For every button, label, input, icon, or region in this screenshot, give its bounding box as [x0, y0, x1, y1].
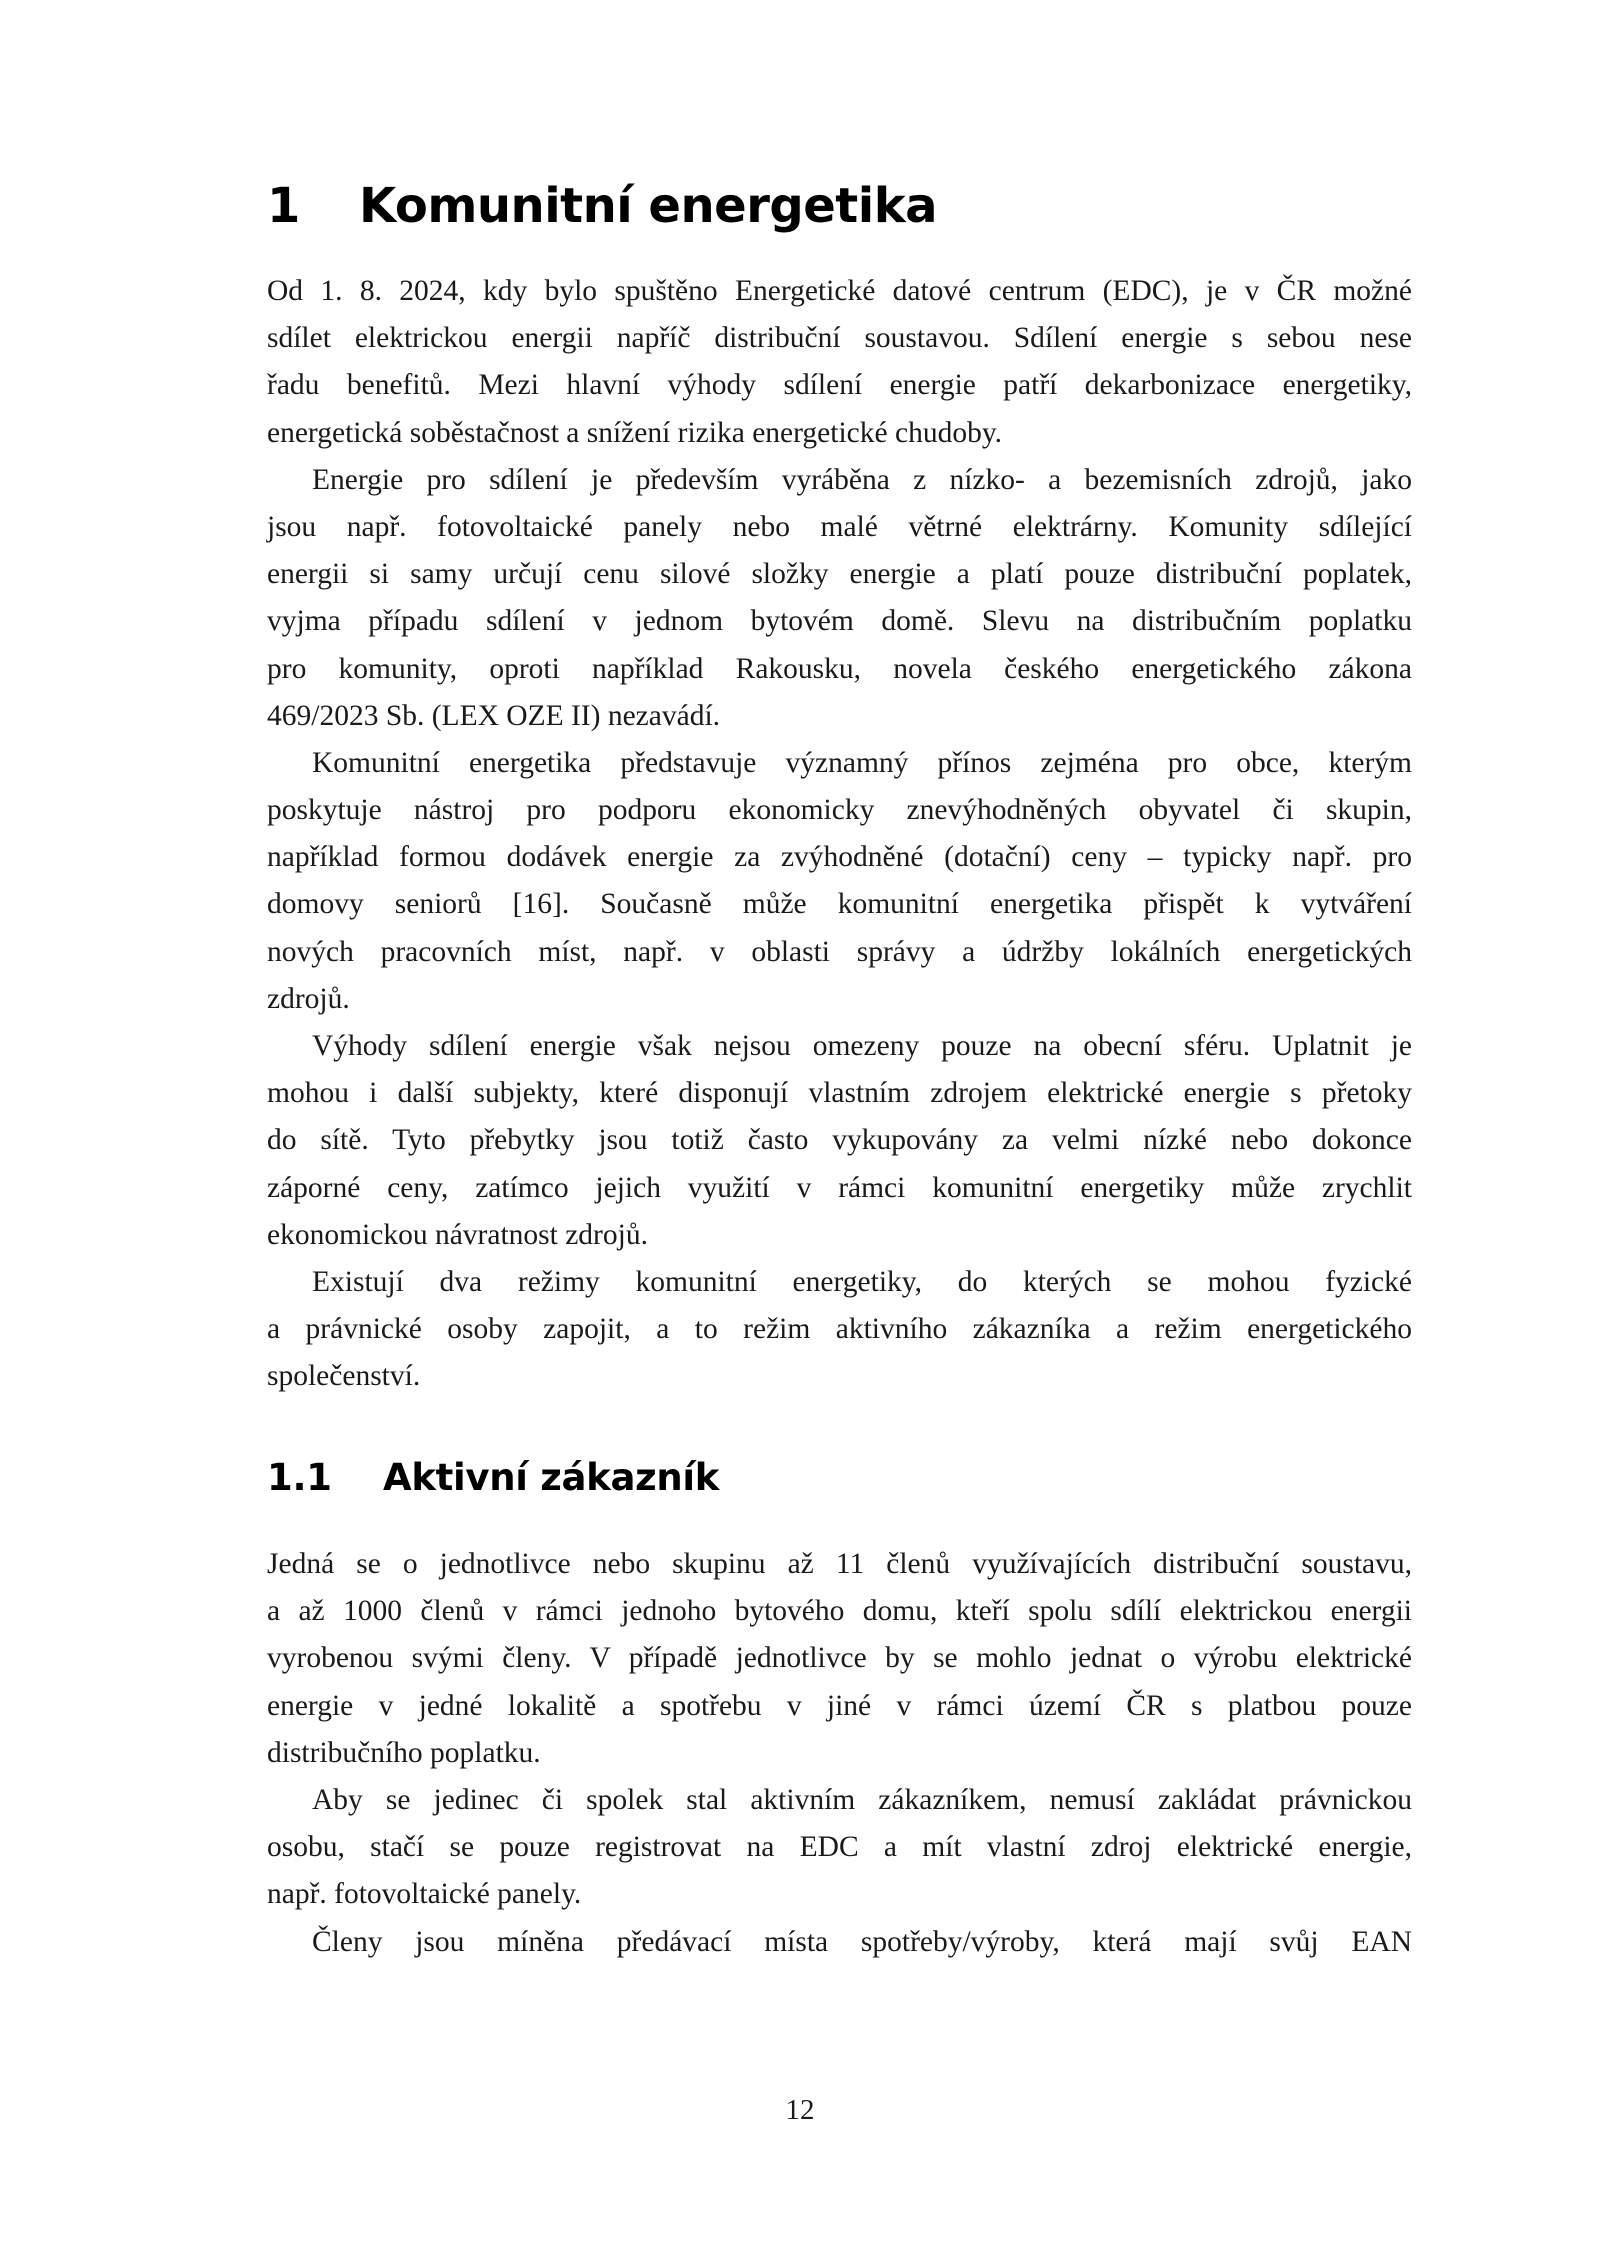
- text-line: 469/2023 Sb. (LEX OZE II) nezavádí.: [267, 699, 721, 732]
- subsection-number: 1.1: [267, 1456, 332, 1499]
- text-line: Od 1. 8. 2024, kdy bylo spuštěno Energetické datové centrum (EDC), je v ČR možné: [267, 275, 1412, 307]
- paragraph: [267, 457, 1412, 740]
- text-line: distribučního poplatku.: [267, 1736, 541, 1769]
- section-title: Komunitní energetika: [359, 178, 937, 234]
- paragraph: [267, 1023, 1412, 1259]
- text-line: Výhody sdílení energie však nejsou omezeny pouze na obecní sféru. Uplatnit je: [312, 1030, 1412, 1062]
- text-line: pro komunity, oproti například Rakousku, novela českého energetického zákona: [267, 652, 1412, 685]
- text-line: energetická soběstačnost a snížení rizika energetické chudoby.: [267, 416, 1003, 449]
- text-line: a až 1000 členů v rámci jednoho bytového domu, kteří spolu sdílí elektrickou energii: [267, 1595, 1412, 1628]
- text-line: energii si samy určují cenu silové složky energie a platí pouze distribuční poplatek,: [267, 558, 1412, 591]
- page-number: 12: [785, 2094, 815, 2126]
- paragraph: [267, 268, 1412, 457]
- subsection-body: [267, 1541, 1412, 1966]
- text-line: záporné ceny, zatímco jejich využití v rámci komunitní energetiky může zrychlit: [267, 1171, 1412, 1204]
- text-line: mohou i další subjekty, které disponují vlastním zdrojem elektrické energie s přetoky: [267, 1077, 1412, 1110]
- paragraph: [267, 1541, 1412, 1777]
- text-line: sdílet elektrickou energii napříč distribuční soustavou. Sdílení energie s sebou nese: [267, 322, 1412, 355]
- text-line: domovy seniorů [16]. Současně může komunitní energetika přispět k vytváření: [267, 888, 1412, 921]
- text-line: Členy jsou míněna předávací místa spotřeby/výroby, která mají svůj EAN: [312, 1925, 1412, 1958]
- text-line: zdrojů.: [267, 982, 350, 1015]
- text-line: např. fotovoltaické panely.: [267, 1878, 582, 1911]
- text-line: Energie pro sdílení je především vyráběna z nízko- a bezemisních zdrojů, jako: [312, 463, 1412, 496]
- text-line: společenství.: [267, 1360, 421, 1393]
- text-line: řadu benefitů. Mezi hlavní výhody sdílení energie patří dekarbonizace energetiky,: [267, 369, 1412, 402]
- section-body: [267, 268, 1412, 1401]
- text-line: energie v jedné lokalitě a spotřebu v jiné v rámci území ČR s platbou pouze: [267, 1689, 1412, 1722]
- text-line: například formou dodávek energie za zvýhodněné (dotační) ceny – typicky např. pro: [267, 841, 1412, 874]
- text-line: do sítě. Tyto přebytky jsou totiž často vykupovány za velmi nízké nebo dokonce: [267, 1124, 1412, 1157]
- text-line: nových pracovních míst, např. v oblasti správy a údržby lokálních energetických: [267, 935, 1412, 968]
- text-line: Jedná se o jednotlivce nebo skupinu až 11 členů využívajících distribuční soustavu,: [267, 1548, 1412, 1580]
- paragraph: [267, 1777, 1412, 1919]
- section-heading: [267, 178, 937, 234]
- subsection-heading: [267, 1456, 719, 1499]
- text-line: ekonomickou návratnost zdrojů.: [267, 1218, 648, 1251]
- text-line: jsou např. fotovoltaické panely nebo malé větrné elektrárny. Komunity sdílející: [267, 510, 1412, 543]
- section-number: 1: [267, 178, 300, 234]
- text-line: Aby se jedinec či spolek stal aktivním zákazníkem, nemusí zakládat právnickou: [312, 1783, 1412, 1816]
- subsection-title: Aktivní zákazník: [383, 1456, 720, 1499]
- text-line: osobu, stačí se pouze registrovat na EDC a mít vlastní zdroj elektrické energie,: [267, 1831, 1412, 1864]
- text-line: a právnické osoby zapojit, a to režim aktivního zákazníka a režim energetického: [267, 1313, 1412, 1346]
- text-line: poskytuje nástroj pro podporu ekonomicky znevýhodněných obyvatel či skupin,: [267, 794, 1412, 827]
- paragraph: [267, 1919, 1412, 1966]
- text-line: vyjma případu sdílení v jednom bytovém domě. Slevu na distribučním poplatku: [267, 605, 1412, 638]
- paragraph: [267, 740, 1412, 1023]
- text-line: vyrobenou svými členy. V případě jednotlivce by se mohlo jednat o výrobu elektrické: [267, 1642, 1412, 1675]
- text-line: Existují dva režimy komunitní energetiky, do kterých se mohou fyzické: [312, 1265, 1412, 1298]
- paragraph: [267, 1259, 1412, 1401]
- text-line: Komunitní energetika představuje významný přínos zejména pro obce, kterým: [312, 746, 1412, 779]
